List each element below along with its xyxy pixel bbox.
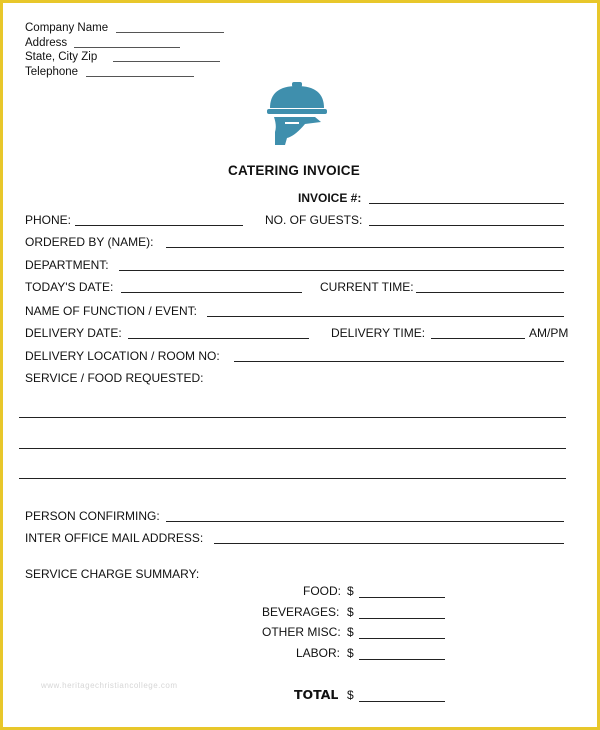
invoice-number-field[interactable] <box>369 203 564 204</box>
guests-label: NO. OF GUESTS: <box>265 213 363 227</box>
current-time-label: CURRENT TIME: <box>320 280 414 294</box>
inter-office-mail-label: INTER OFFICE MAIL ADDRESS: <box>25 531 204 545</box>
ordered-by-field[interactable] <box>166 247 564 248</box>
other-misc-label: OTHER MISC: <box>262 625 341 639</box>
service-food-line-3[interactable] <box>19 478 566 479</box>
guests-field[interactable] <box>369 225 564 226</box>
delivery-location-field[interactable] <box>234 361 564 362</box>
department-field[interactable] <box>119 270 564 271</box>
food-currency: $ <box>347 584 354 598</box>
delivery-date-field[interactable] <box>128 338 309 339</box>
service-food-label: SERVICE / FOOD REQUESTED: <box>25 371 204 385</box>
invoice-title: CATERING INVOICE <box>228 163 360 178</box>
phone-field[interactable] <box>75 225 243 226</box>
delivery-location-label: DELIVERY LOCATION / ROOM NO: <box>25 349 220 363</box>
function-event-field[interactable] <box>207 316 564 317</box>
address-field[interactable] <box>74 47 180 48</box>
am-pm-label: AM/PM <box>529 326 569 340</box>
telephone-label: Telephone <box>25 66 79 78</box>
labor-amount-field[interactable] <box>359 659 445 660</box>
state-city-zip-label: State, City Zip <box>25 51 98 63</box>
current-time-field[interactable] <box>416 292 564 293</box>
food-label: FOOD: <box>303 584 341 598</box>
phone-label: PHONE: <box>25 213 72 227</box>
total-label: TOTAL <box>294 687 339 702</box>
beverages-label: BEVERAGES: <box>262 605 340 619</box>
labor-currency: $ <box>347 646 354 660</box>
food-amount-field[interactable] <box>359 597 445 598</box>
department-label: DEPARTMENT: <box>25 258 109 272</box>
service-food-line-1[interactable] <box>19 417 566 418</box>
ordered-by-label: ORDERED BY (NAME): <box>25 235 154 249</box>
state-city-zip-field[interactable] <box>113 61 220 62</box>
service-charge-summary-heading: SERVICE CHARGE SUMMARY: <box>25 567 200 581</box>
total-amount-field[interactable] <box>359 701 445 702</box>
company-name-label: Company Name <box>25 22 109 34</box>
beverages-currency: $ <box>347 605 354 619</box>
beverages-amount-field[interactable] <box>359 618 445 619</box>
delivery-date-label: DELIVERY DATE: <box>25 326 122 340</box>
function-event-label: NAME OF FUNCTION / EVENT: <box>25 304 198 318</box>
catering-cloche-icon <box>265 82 329 148</box>
todays-date-field[interactable] <box>121 292 302 293</box>
service-food-line-2[interactable] <box>19 448 566 449</box>
total-currency: $ <box>347 688 354 702</box>
other-misc-currency: $ <box>347 625 354 639</box>
invoice-number-label: INVOICE #: <box>298 191 362 205</box>
person-confirming-field[interactable] <box>166 521 564 522</box>
address-label: Address <box>25 37 68 49</box>
company-name-field[interactable] <box>116 32 224 33</box>
delivery-time-field[interactable] <box>431 338 525 339</box>
person-confirming-label: PERSON CONFIRMING: <box>25 509 160 523</box>
watermark: www.heritagechristiancollege.com <box>41 681 178 690</box>
inter-office-mail-field[interactable] <box>214 543 564 544</box>
labor-label: LABOR: <box>296 646 341 660</box>
telephone-field[interactable] <box>86 76 194 77</box>
delivery-time-label: DELIVERY TIME: <box>331 326 426 340</box>
other-misc-amount-field[interactable] <box>359 638 445 639</box>
todays-date-label: TODAY'S DATE: <box>25 280 114 294</box>
